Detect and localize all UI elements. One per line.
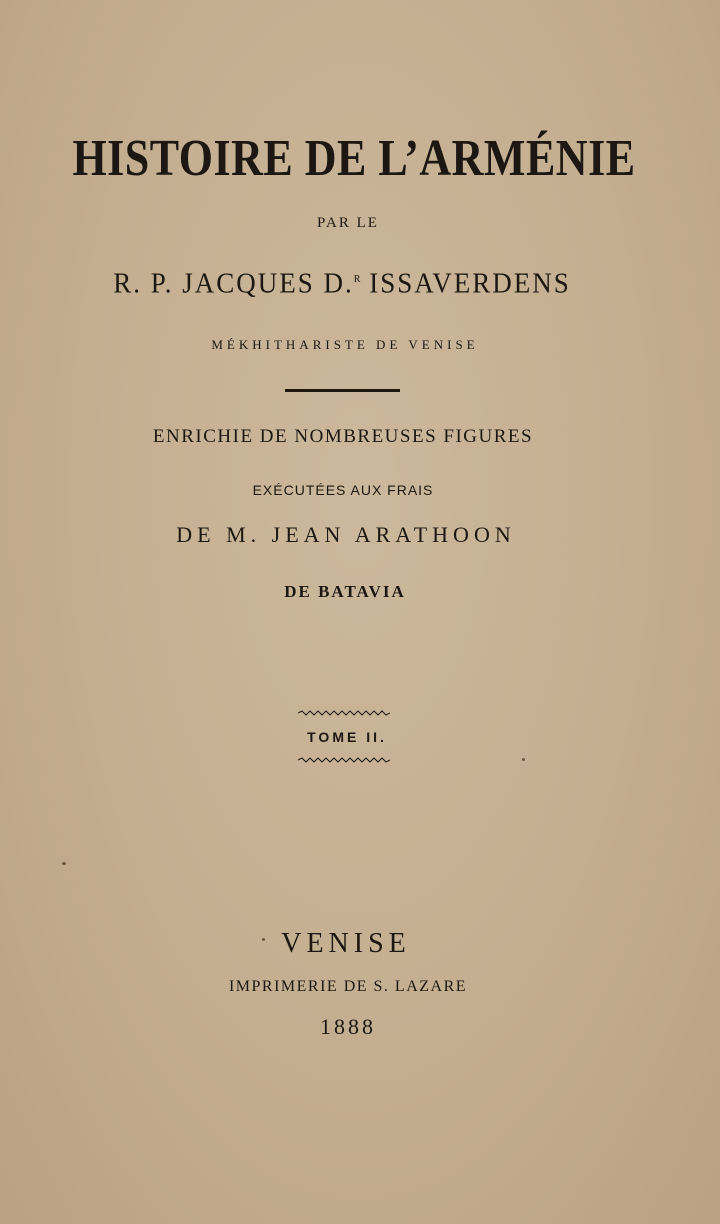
- imprint-city: VENISE: [281, 928, 411, 959]
- ornament-squiggle-bottom: [298, 756, 390, 764]
- volume-label: TOME II.: [307, 729, 387, 745]
- paper-speck: [262, 938, 265, 941]
- enrichment-note: ENRICHIE DE NOMBREUSES FIGURES: [152, 426, 534, 447]
- sponsor-origin: DE BATAVIA: [284, 582, 406, 601]
- paper-speck: [62, 862, 66, 865]
- sponsor-name: DE M. JEAN ARATHOON: [176, 522, 516, 547]
- divider-rule: [285, 389, 400, 392]
- funding-note: EXÉCUTÉES AUX FRAIS: [252, 482, 434, 498]
- author-superscript: R: [353, 273, 361, 286]
- author-name: [0, 267, 702, 300]
- ornament-squiggle-top: [298, 709, 390, 717]
- imprint-printer: IMPRIMERIE DE S. LAZARE: [228, 978, 468, 995]
- by-line: PAR LE: [317, 215, 379, 231]
- religious-order: MÉKHITHARISTE DE VENISE: [211, 337, 479, 352]
- imprint-year: 1888: [320, 1014, 376, 1039]
- book-title: HISTOIRE DE L’ARMÉNIE: [72, 129, 636, 187]
- author-name-suffix: ISSAVERDENS: [360, 267, 571, 299]
- paper-speck: [522, 758, 525, 761]
- author-name-prefix: R. P. JACQUES D.: [113, 267, 354, 299]
